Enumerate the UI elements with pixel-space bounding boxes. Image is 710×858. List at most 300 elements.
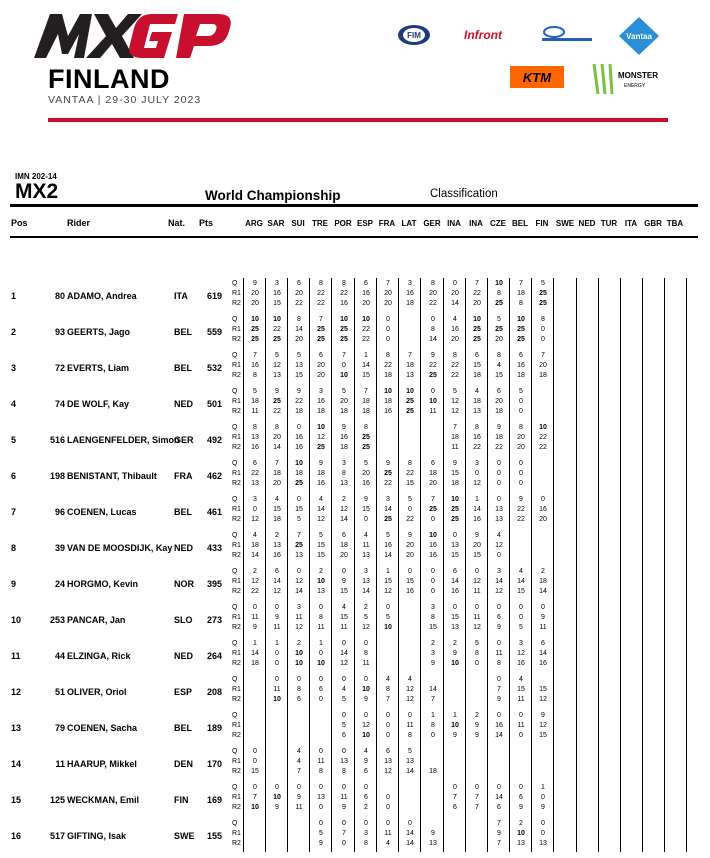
race-result: 9 <box>431 660 435 667</box>
race-result: 25 <box>251 326 259 333</box>
race-result: 16 <box>295 444 303 451</box>
race-result: 0 <box>497 470 501 477</box>
mxgp-logo <box>28 8 238 60</box>
race-result: 11 <box>317 758 325 765</box>
race-result: 10 <box>451 496 459 503</box>
race-result: 0 <box>497 552 501 559</box>
race-result: 9 <box>319 840 323 847</box>
race-result: 0 <box>431 588 435 595</box>
rider-position: 9 <box>11 579 17 589</box>
race-result: 9 <box>541 804 545 811</box>
race-result: 18 <box>384 372 392 379</box>
race-result: 4 <box>519 568 523 575</box>
race-label: Q <box>232 676 238 683</box>
table-row <box>0 422 710 458</box>
race-result: 10 <box>517 316 525 323</box>
race-result: 0 <box>342 784 346 791</box>
rider-name: BENISTANT, Thibault <box>67 471 157 481</box>
rider-number: 39 <box>54 543 65 553</box>
race-result: 20 <box>517 444 525 451</box>
race-result: 0 <box>408 506 412 513</box>
race-result: 5 <box>342 722 346 729</box>
race-result: 13 <box>406 758 414 765</box>
race-label: R1 <box>232 470 241 477</box>
race-result: 9 <box>253 624 257 631</box>
race-result: 16 <box>517 362 525 369</box>
race-result: 18 <box>406 300 414 307</box>
race-result: 9 <box>497 424 501 431</box>
race-result: 11 <box>295 804 303 811</box>
race-label: R1 <box>232 578 241 585</box>
race-result: 22 <box>406 516 414 523</box>
race-result: 13 <box>429 840 437 847</box>
race-result: 0 <box>253 784 257 791</box>
col-header-gp-tre: TRE <box>312 219 328 228</box>
rider-nation: BEL <box>174 723 192 733</box>
race-result: 9 <box>364 758 368 765</box>
rider-points: 559 <box>207 327 223 337</box>
race-result: 16 <box>273 552 281 559</box>
race-result: 6 <box>541 640 545 647</box>
race-label: R1 <box>232 722 241 729</box>
race-result: 18 <box>473 398 481 405</box>
rider-nation: BEL <box>174 507 192 517</box>
race-label: Q <box>232 604 238 611</box>
race-result: 12 <box>362 722 370 729</box>
race-result: 12 <box>317 434 325 441</box>
race-result: 7 <box>431 696 435 703</box>
rider-position: 1 <box>11 291 17 301</box>
race-result: 0 <box>386 712 390 719</box>
race-result: 5 <box>408 748 412 755</box>
race-result: 6 <box>497 388 501 395</box>
race-result: 9 <box>453 732 457 739</box>
race-result: 6 <box>431 460 435 467</box>
rider-name: ELZINGA, Rick <box>67 651 131 661</box>
race-result: 1 <box>275 640 279 647</box>
race-result: 8 <box>431 614 435 621</box>
race-result: 10 <box>317 660 325 667</box>
race-result: 5 <box>297 516 301 523</box>
race-result: 25 <box>384 470 392 477</box>
race-result: 3 <box>408 280 412 287</box>
svg-text:Vantaa: Vantaa <box>626 32 652 41</box>
race-result: 5 <box>364 460 368 467</box>
race-result: 14 <box>451 578 459 585</box>
race-result: 15 <box>539 732 547 739</box>
race-label: R1 <box>232 290 241 297</box>
race-result: 0 <box>253 748 257 755</box>
race-result: 4 <box>297 748 301 755</box>
race-result: 13 <box>295 362 303 369</box>
race-result: 0 <box>519 712 523 719</box>
race-result: 12 <box>273 362 281 369</box>
monster-energy-logo <box>588 60 662 100</box>
race-result: 0 <box>386 326 390 333</box>
rider-number: 44 <box>54 651 65 661</box>
race-result: 7 <box>497 840 501 847</box>
race-result: 16 <box>539 660 547 667</box>
race-result: 6 <box>453 804 457 811</box>
race-result: 18 <box>273 470 281 477</box>
race-label: R2 <box>232 408 241 415</box>
race-result: 13 <box>473 408 481 415</box>
header-rule-bottom <box>10 236 698 238</box>
race-label: Q <box>232 640 238 647</box>
race-result: 9 <box>275 804 279 811</box>
race-result: 2 <box>319 568 323 575</box>
event-venue: VANTAA | 29-30 JULY 2023 <box>48 94 202 106</box>
race-result: 5 <box>475 640 479 647</box>
race-result: 0 <box>297 676 301 683</box>
race-result: 9 <box>519 496 523 503</box>
race-result: 0 <box>519 732 523 739</box>
vantaa-logo <box>618 16 660 56</box>
race-result: 12 <box>495 542 503 549</box>
race-result: 0 <box>297 568 301 575</box>
rider-name: GIFTING, Isak <box>67 831 127 841</box>
race-result: 0 <box>475 660 479 667</box>
rider-number: 51 <box>54 687 65 697</box>
race-label: R2 <box>232 768 241 775</box>
rider-name: DE WOLF, Kay <box>67 399 130 409</box>
race-result: 14 <box>273 578 281 585</box>
race-result: 0 <box>319 604 323 611</box>
race-result: 8 <box>431 280 435 287</box>
race-result: 0 <box>275 604 279 611</box>
race-result: 22 <box>517 506 525 513</box>
race-label: R2 <box>232 624 241 631</box>
race-result: 9 <box>319 460 323 467</box>
race-result: 22 <box>384 362 392 369</box>
race-result: 25 <box>517 326 525 333</box>
race-result: 11 <box>340 624 348 631</box>
race-result: 16 <box>429 552 437 559</box>
col-header-gp-arg: ARG <box>245 219 263 228</box>
race-result: 20 <box>406 552 414 559</box>
race-result: 10 <box>251 804 259 811</box>
race-result: 0 <box>386 794 390 801</box>
race-result: 11 <box>251 614 259 621</box>
race-result: 9 <box>408 532 412 539</box>
race-label: R1 <box>232 506 241 513</box>
race-result: 15 <box>451 552 459 559</box>
suomen-moottoriliitto-logo <box>540 26 592 46</box>
race-result: 22 <box>317 300 325 307</box>
race-result: 10 <box>384 624 392 631</box>
race-result: 22 <box>495 444 503 451</box>
race-result: 12 <box>406 696 414 703</box>
race-result: 15 <box>317 542 325 549</box>
race-result: 12 <box>539 722 547 729</box>
race-result: 5 <box>408 496 412 503</box>
rider-position: 11 <box>11 651 21 661</box>
race-result: 22 <box>539 444 547 451</box>
race-result: 0 <box>408 820 412 827</box>
race-result: 8 <box>475 650 479 657</box>
race-result: 18 <box>317 470 325 477</box>
race-result: 7 <box>453 794 457 801</box>
race-result: 20 <box>295 290 303 297</box>
race-result: 15 <box>429 624 437 631</box>
race-result: 20 <box>273 434 281 441</box>
rider-name: COENEN, Lucas <box>67 507 137 517</box>
race-result: 16 <box>429 542 437 549</box>
race-result: 15 <box>495 372 503 379</box>
race-result: 0 <box>319 804 323 811</box>
race-result: 14 <box>251 650 259 657</box>
race-result: 0 <box>342 712 346 719</box>
race-result: 0 <box>431 388 435 395</box>
race-label: R2 <box>232 300 241 307</box>
race-result: 16 <box>473 516 481 523</box>
race-result: 20 <box>517 434 525 441</box>
race-result: 6 <box>364 280 368 287</box>
race-result: 20 <box>451 336 459 343</box>
race-result: 5 <box>497 316 501 323</box>
col-header-gp-ina: INA <box>447 219 461 228</box>
race-result: 15 <box>451 470 459 477</box>
race-result: 8 <box>431 326 435 333</box>
race-result: 15 <box>251 768 259 775</box>
race-result: 8 <box>364 840 368 847</box>
race-result: 14 <box>273 444 281 451</box>
race-result: 22 <box>384 480 392 487</box>
col-header-gp-ger: GER <box>423 219 441 228</box>
race-result: 3 <box>519 640 523 647</box>
race-result: 16 <box>406 588 414 595</box>
race-result: 18 <box>273 516 281 523</box>
race-result: 20 <box>362 470 370 477</box>
rider-name: WECKMAN, Emil <box>67 795 139 805</box>
race-result: 8 <box>319 614 323 621</box>
race-result: 6 <box>386 748 390 755</box>
race-result: 16 <box>451 326 459 333</box>
col-header-gp-fin: FIN <box>535 219 549 228</box>
race-result: 13 <box>340 758 348 765</box>
race-result: 14 <box>362 362 370 369</box>
race-result: 10 <box>429 532 437 539</box>
race-result: 16 <box>384 542 392 549</box>
race-label: Q <box>232 784 238 791</box>
race-result: 22 <box>539 434 547 441</box>
race-result: 0 <box>342 640 346 647</box>
race-result: 0 <box>386 820 390 827</box>
race-result: 10 <box>495 280 503 287</box>
race-result: 7 <box>475 804 479 811</box>
race-result: 8 <box>342 280 346 287</box>
table-row <box>0 386 710 422</box>
race-result: 15 <box>362 506 370 513</box>
race-result: 12 <box>362 624 370 631</box>
race-result: 8 <box>497 290 501 297</box>
rider-points: 461 <box>207 507 223 517</box>
rider-number: 11 <box>55 759 65 769</box>
race-result: 14 <box>362 588 370 595</box>
race-result: 0 <box>364 712 368 719</box>
race-result: 20 <box>384 300 392 307</box>
race-result: 2 <box>364 604 368 611</box>
race-result: 0 <box>408 568 412 575</box>
race-result: 0 <box>541 496 545 503</box>
race-result: 0 <box>386 336 390 343</box>
race-result: 25 <box>273 336 281 343</box>
rider-number: 72 <box>54 363 65 373</box>
race-result: 18 <box>340 542 348 549</box>
race-label: R1 <box>232 686 241 693</box>
race-result: 10 <box>340 372 348 379</box>
rider-position: 8 <box>11 543 17 553</box>
race-result: 0 <box>342 676 346 683</box>
race-result: 16 <box>362 290 370 297</box>
race-result: 4 <box>342 686 346 693</box>
race-result: 9 <box>453 460 457 467</box>
race-result: 16 <box>473 434 481 441</box>
race-result: 7 <box>541 352 545 359</box>
race-result: 16 <box>517 660 525 667</box>
race-result: 15 <box>340 588 348 595</box>
race-result: 4 <box>475 388 479 395</box>
race-result: 10 <box>451 660 459 667</box>
race-result: 11 <box>362 542 370 549</box>
race-result: 25 <box>295 480 303 487</box>
race-result: 12 <box>273 588 281 595</box>
rider-points: 273 <box>207 615 223 625</box>
race-result: 22 <box>273 326 281 333</box>
race-result: 0 <box>541 604 545 611</box>
race-result: 12 <box>539 696 547 703</box>
race-result: 0 <box>497 496 501 503</box>
race-label: Q <box>232 316 238 323</box>
race-result: 3 <box>319 388 323 395</box>
race-result: 3 <box>431 604 435 611</box>
race-result: 10 <box>273 794 281 801</box>
race-result: 0 <box>497 784 501 791</box>
table-row <box>0 278 710 314</box>
col-header-gp-sui: SUI <box>291 219 305 228</box>
race-result: 13 <box>295 552 303 559</box>
race-result: 13 <box>273 542 281 549</box>
race-result: 7 <box>319 316 323 323</box>
race-result: 13 <box>451 624 459 631</box>
race-result: 22 <box>429 300 437 307</box>
race-result: 8 <box>364 424 368 431</box>
race-label: R1 <box>232 362 241 369</box>
race-result: 22 <box>295 300 303 307</box>
race-result: 9 <box>497 624 501 631</box>
race-result: 6 <box>519 352 523 359</box>
race-result: 4 <box>386 840 390 847</box>
race-result: 11 <box>517 696 525 703</box>
rider-position: 10 <box>11 615 22 625</box>
race-result: 9 <box>431 830 435 837</box>
race-result: 9 <box>342 578 346 585</box>
race-result: 25 <box>451 516 459 523</box>
svg-text:FIM: FIM <box>407 31 421 40</box>
race-result: 20 <box>429 480 437 487</box>
race-label: R2 <box>232 372 241 379</box>
race-result: 22 <box>295 398 303 405</box>
race-result: 0 <box>275 660 279 667</box>
race-result: 14 <box>251 552 259 559</box>
race-result: 0 <box>319 820 323 827</box>
race-result: 16 <box>451 588 459 595</box>
col-header-gp-ina: INA <box>469 219 483 228</box>
rider-points: 169 <box>207 795 223 805</box>
race-result: 0 <box>541 820 545 827</box>
race-result: 5 <box>453 388 457 395</box>
rider-nation: BEL <box>174 363 192 373</box>
race-result: 2 <box>519 820 523 827</box>
race-result: 2 <box>297 640 301 647</box>
race-result: 7 <box>253 352 257 359</box>
race-label: Q <box>232 352 238 359</box>
race-label: R2 <box>232 732 241 739</box>
race-result: 20 <box>473 542 481 549</box>
race-result: 13 <box>495 516 503 523</box>
race-result: 0 <box>342 820 346 827</box>
col-header-gp-ned: NED <box>578 219 596 228</box>
race-result: 0 <box>253 506 257 513</box>
race-result: 22 <box>451 362 459 369</box>
rider-name: EVERTS, Liam <box>67 363 130 373</box>
race-result: 12 <box>473 578 481 585</box>
race-result: 9 <box>453 650 457 657</box>
table-row <box>0 782 710 818</box>
race-result: 13 <box>362 578 370 585</box>
race-result: 7 <box>342 352 346 359</box>
rider-nation: NED <box>174 651 194 661</box>
race-result: 4 <box>497 532 501 539</box>
race-label: R1 <box>232 758 241 765</box>
race-result: 0 <box>519 408 523 415</box>
race-result: 10 <box>473 316 481 323</box>
race-result: 7 <box>275 460 279 467</box>
rider-points: 501 <box>207 399 223 409</box>
race-result: 22 <box>517 516 525 523</box>
race-result: 0 <box>541 794 545 801</box>
race-result: 22 <box>251 470 259 477</box>
rider-nation: ITA <box>174 291 188 301</box>
race-result: 6 <box>319 352 323 359</box>
table-row <box>0 746 710 782</box>
race-result: 25 <box>295 542 303 549</box>
race-result: 0 <box>319 748 323 755</box>
race-result: 11 <box>539 624 547 631</box>
race-result: 0 <box>275 676 279 683</box>
race-result: 6 <box>319 686 323 693</box>
rider-points: 532 <box>207 363 223 373</box>
race-result: 13 <box>451 542 459 549</box>
race-result: 0 <box>364 516 368 523</box>
race-result: 20 <box>295 336 303 343</box>
race-result: 6 <box>342 532 346 539</box>
race-result: 5 <box>342 388 346 395</box>
race-result: 20 <box>495 336 503 343</box>
race-result: 11 <box>362 660 370 667</box>
race-result: 15 <box>451 614 459 621</box>
rider-position: 4 <box>11 399 17 409</box>
col-header-gp-sar: SAR <box>267 219 285 228</box>
race-result: 4 <box>453 316 457 323</box>
race-label: Q <box>232 748 238 755</box>
race-result: 22 <box>362 336 370 343</box>
race-result: 8 <box>342 768 346 775</box>
class-name: MX2 <box>15 180 59 203</box>
race-result: 22 <box>451 372 459 379</box>
race-result: 14 <box>473 506 481 513</box>
race-label: Q <box>232 712 238 719</box>
